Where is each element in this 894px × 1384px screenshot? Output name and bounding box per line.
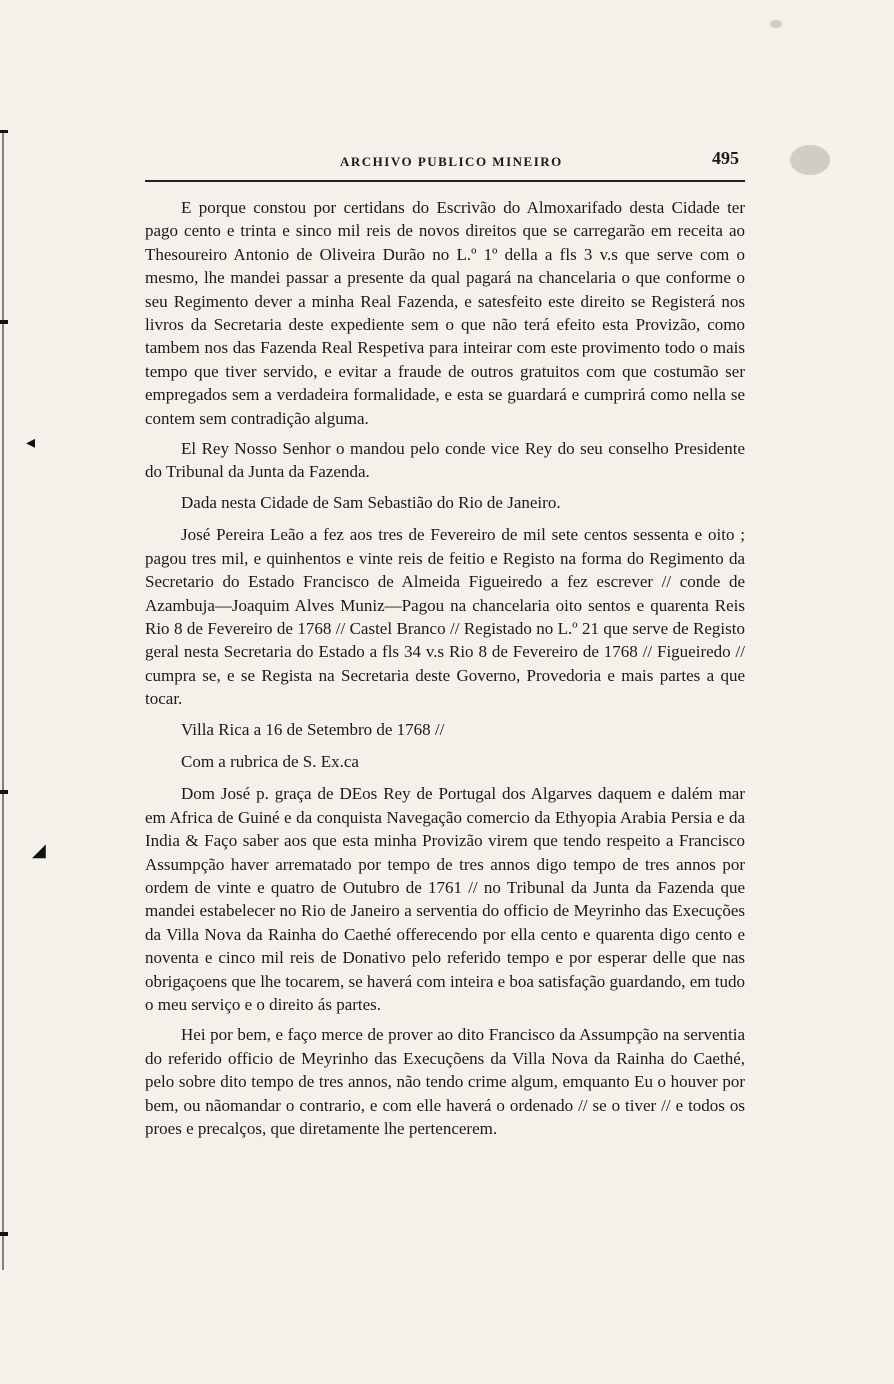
paragraph: E porque constou por certidans do Escrivão do Almoxarifado desta Cidade ter pago cento e trinta e sinco mil reis de novos direitos que se carregarão em receita ao Thesoureiro Antonio de Oliveira Durão no L.º 1º della a fls 3 v.s que serve com o mesmo, lhe mandei passar a presente da qual pagará na chancelaria o que conforme o seu Regimento dever a minha Real Fazenda, e satesfeito este direito se Registerá nos livros da Secretaria deste expediente sem o que não terá efeito esta Provizão, como tambem nos das Fazenda Real Respetiva para inteirar com este provimento todo o mais tempo que tiver servido, e evitar a fraude de outros gratuitos com que costumão ser empregados sem a verdadeira formalidade, e esta se guardará e cumprirá como nella se contem sem contradição alguma. xyxy=(145,198,745,428)
margin-arrow-icon: ◢ xyxy=(32,840,46,861)
paragraph: Dom José p. graça de DEos Rey de Portugal dos Algarves daquem e dalém mar em Africa de Guiné e da conquista Navegação comercio da Ethyopia Arabia Persia e da India & Faço saber aos que esta minha Provizão virem que tendo respeito a Francisco Assumpção haver arrematado por tempo de tres annos digo tempo de tres annos por ordem de vinte e quatro de Outubro de 1761 // no Tribunal da Junta da Fazenda que mandei estabelecer no Rio de Janeiro a serventia do officio de Meyrinho das Execuções da Villa Nova da Rainha do Caethé offerecendo por ella cento e quarenta digo cento e noventa e cinco mil reis de Donativo pelo referido tempo e por esperar delle que nas obrigaçoens que lhe tocarem, se haverá com inteira e boa satisfação guardando, em tudo o meu serviço e o direito ás partes. xyxy=(145,784,745,1014)
paragraph: José Pereira Leão a fez aos tres de Fevereiro de mil sete centos sessenta e oito ; pagou tres mil, e quinhentos e vinte reis de feitio e Registo na forma do Regimento da Secretario do Estado Francisco de Almeida Figueiredo a fez escrever // conde de Azambuja—Joaquim Alves Muniz—Pagou na chancelaria oito sentos e quarenta Reis Rio 8 de Fevereiro de 1768 // Castel Branco // Registado no L.º 21 que serve de Registo geral nesta Secretaria do Estado a fls 34 v.s Rio 8 de Fevereiro de 1768 // Figueiredo // cumpra se, e se Regista na Secretaria deste Governo, Provedoria e mais partes a que tocar. xyxy=(145,525,745,709)
header-rule xyxy=(145,180,745,182)
paragraph: Com a rubrica de S. Ex.ca xyxy=(181,751,359,771)
paragraph: Villa Rica a 16 de Setembro de 1768 // xyxy=(181,719,445,739)
margin-arrow-icon: ◂ xyxy=(26,432,36,453)
paper-stain xyxy=(770,20,782,28)
binding-edge xyxy=(2,130,4,1270)
paragraph: El Rey Nosso Senhor o mandou pelo conde vice Rey do seu conselho Presidente do Tribunal da Junta da Fazenda. xyxy=(145,439,745,482)
page-header xyxy=(145,148,745,178)
paper-stain xyxy=(790,145,830,175)
page-number: 495 xyxy=(712,148,739,168)
running-title: ARCHIVO PUBLICO MINEIRO xyxy=(340,154,563,169)
paragraph: Dada nesta Cidade de Sam Sebastião do Rio de Janeiro. xyxy=(181,492,561,512)
paragraph: Hei por bem, e faço merce de prover ao dito Francisco da Assumpção na serventia do referido officio de Meyrinho das Execuçõens da Villa Nova da Rainha do Caethé, pelo sobre dito tempo de tres annos, não tendo crime algum, emquanto Eu o houver por bem, ou nãomandar o contrario, e com elle haverá o ordenado // se o tiver // e todos os proes e precalços, que diretamente lhe pertencerem. xyxy=(145,1025,745,1139)
body-text xyxy=(145,196,745,1147)
